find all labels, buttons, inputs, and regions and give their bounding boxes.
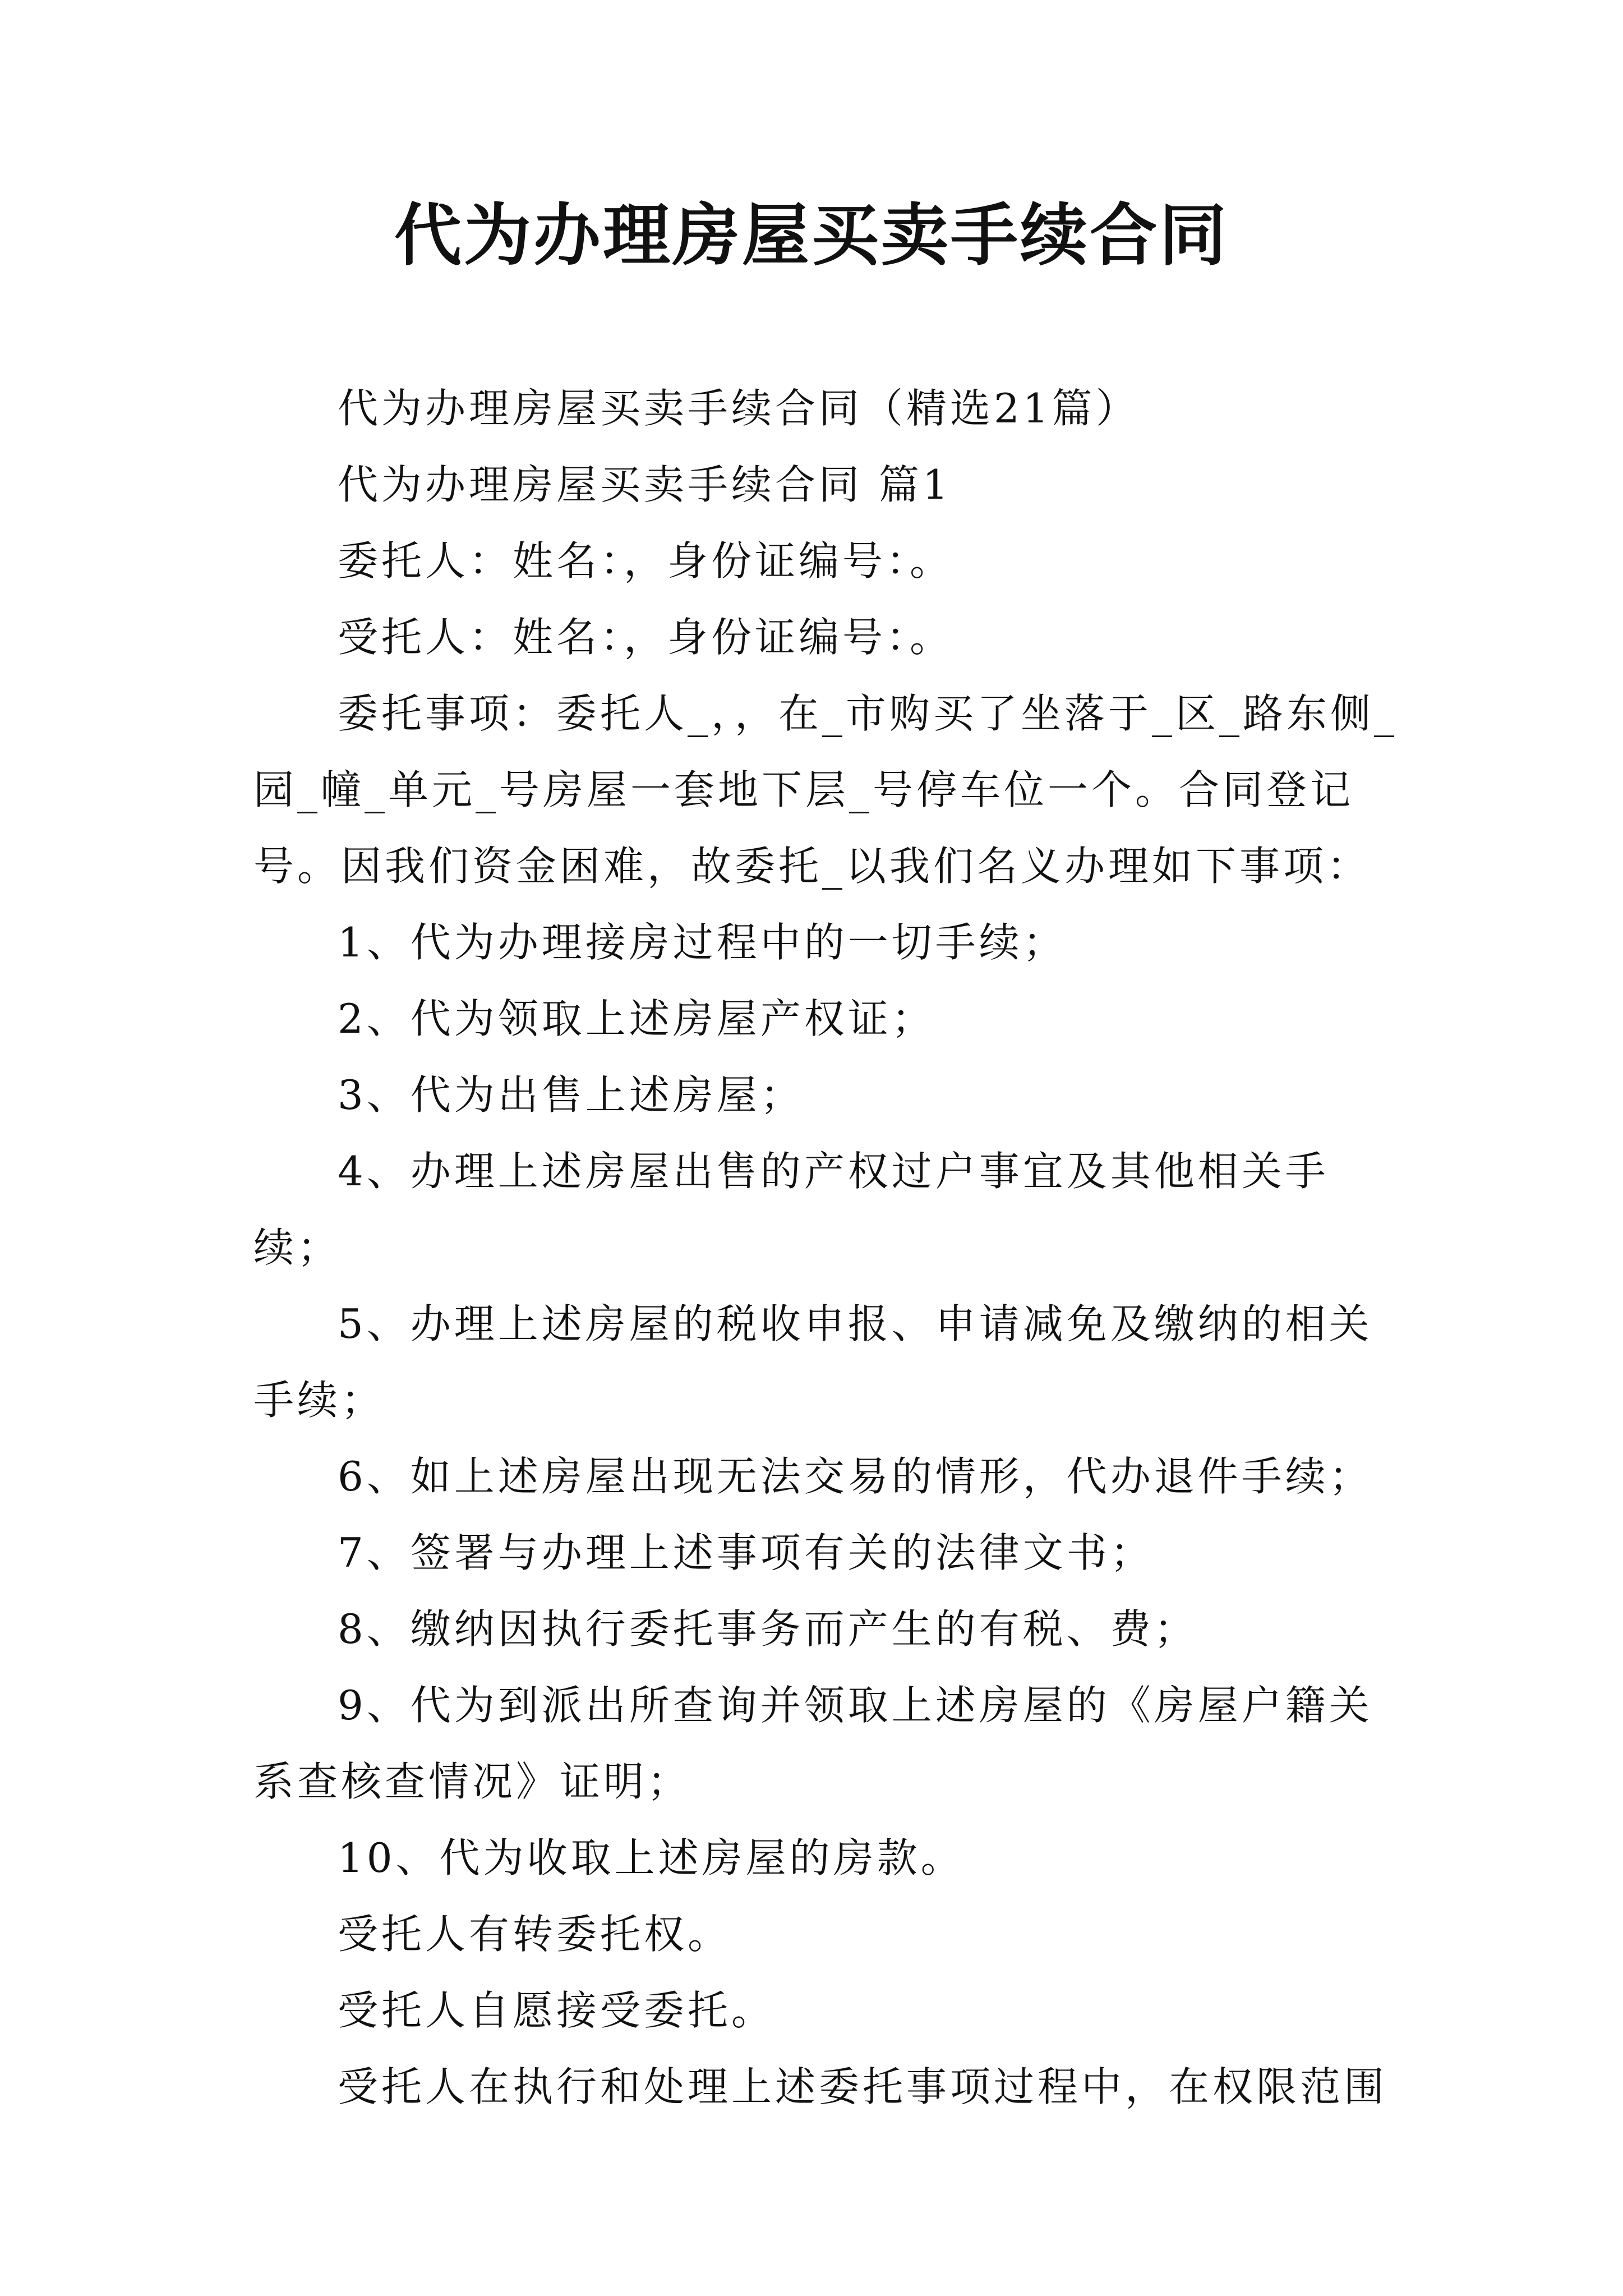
list-item-10: 10、代为收取上述房屋的房款。 bbox=[338, 1834, 965, 1881]
list-item-2: 2、代为领取上述房屋产权证； bbox=[338, 995, 935, 1042]
list-item-4: 4、办理上述房屋出售的产权过户事宜及其他相关手续； bbox=[253, 1148, 1329, 1271]
list-item-3: 3、代为出售上述房屋； bbox=[338, 1071, 804, 1119]
paragraph-subtitle: 代为办理房屋买卖手续合同（精选21篇） bbox=[338, 385, 1140, 432]
list-item-7: 7、签署与办理上述事项有关的法律文书； bbox=[338, 1529, 1154, 1576]
paragraph-section-heading: 代为办理房屋买卖手续合同 篇1 bbox=[338, 461, 952, 508]
paragraph-subdelegation: 受托人有转委托权。 bbox=[338, 1911, 732, 1958]
list-item-6: 6、如上述房屋出现无法交易的情形，代办退件手续； bbox=[338, 1453, 1373, 1500]
paragraph-authority-scope: 受托人在执行和处理上述委托事项过程中，在权限范围 bbox=[338, 2063, 1388, 2110]
paragraph-entrusted-matters: 委托事项：委托人_，，在_市购买了坐落于_区_路东侧_园_幢_单元_号房屋一套地下层_号停车位一个。合同登记号。因我们资金困难，故委托_以我们名义办理如下事项： bbox=[253, 690, 1398, 890]
document-title: 代为办理房屋买卖手续合同 bbox=[394, 196, 1229, 275]
list-item-9: 9、代为到派出所查询并领取上述房屋的《房屋户籍关系查核查情况》证明； bbox=[253, 1682, 1373, 1805]
list-item-8: 8、缴纳因执行委托事务而产生的有税、费； bbox=[338, 1605, 1198, 1653]
list-item-1: 1、代为办理接房过程中的一切手续； bbox=[338, 919, 1067, 966]
document-body bbox=[253, 370, 1403, 2125]
list-item-5: 5、办理上述房屋的税收申报、申请减免及缴纳的相关手续； bbox=[253, 1300, 1373, 1424]
paragraph-agent: 受托人：姓名：，身份证编号：。 bbox=[338, 614, 954, 661]
paragraph-acceptance: 受托人自愿接受委托。 bbox=[338, 1987, 776, 2034]
paragraph-principal: 委托人：姓名：，身份证编号：。 bbox=[338, 537, 954, 585]
